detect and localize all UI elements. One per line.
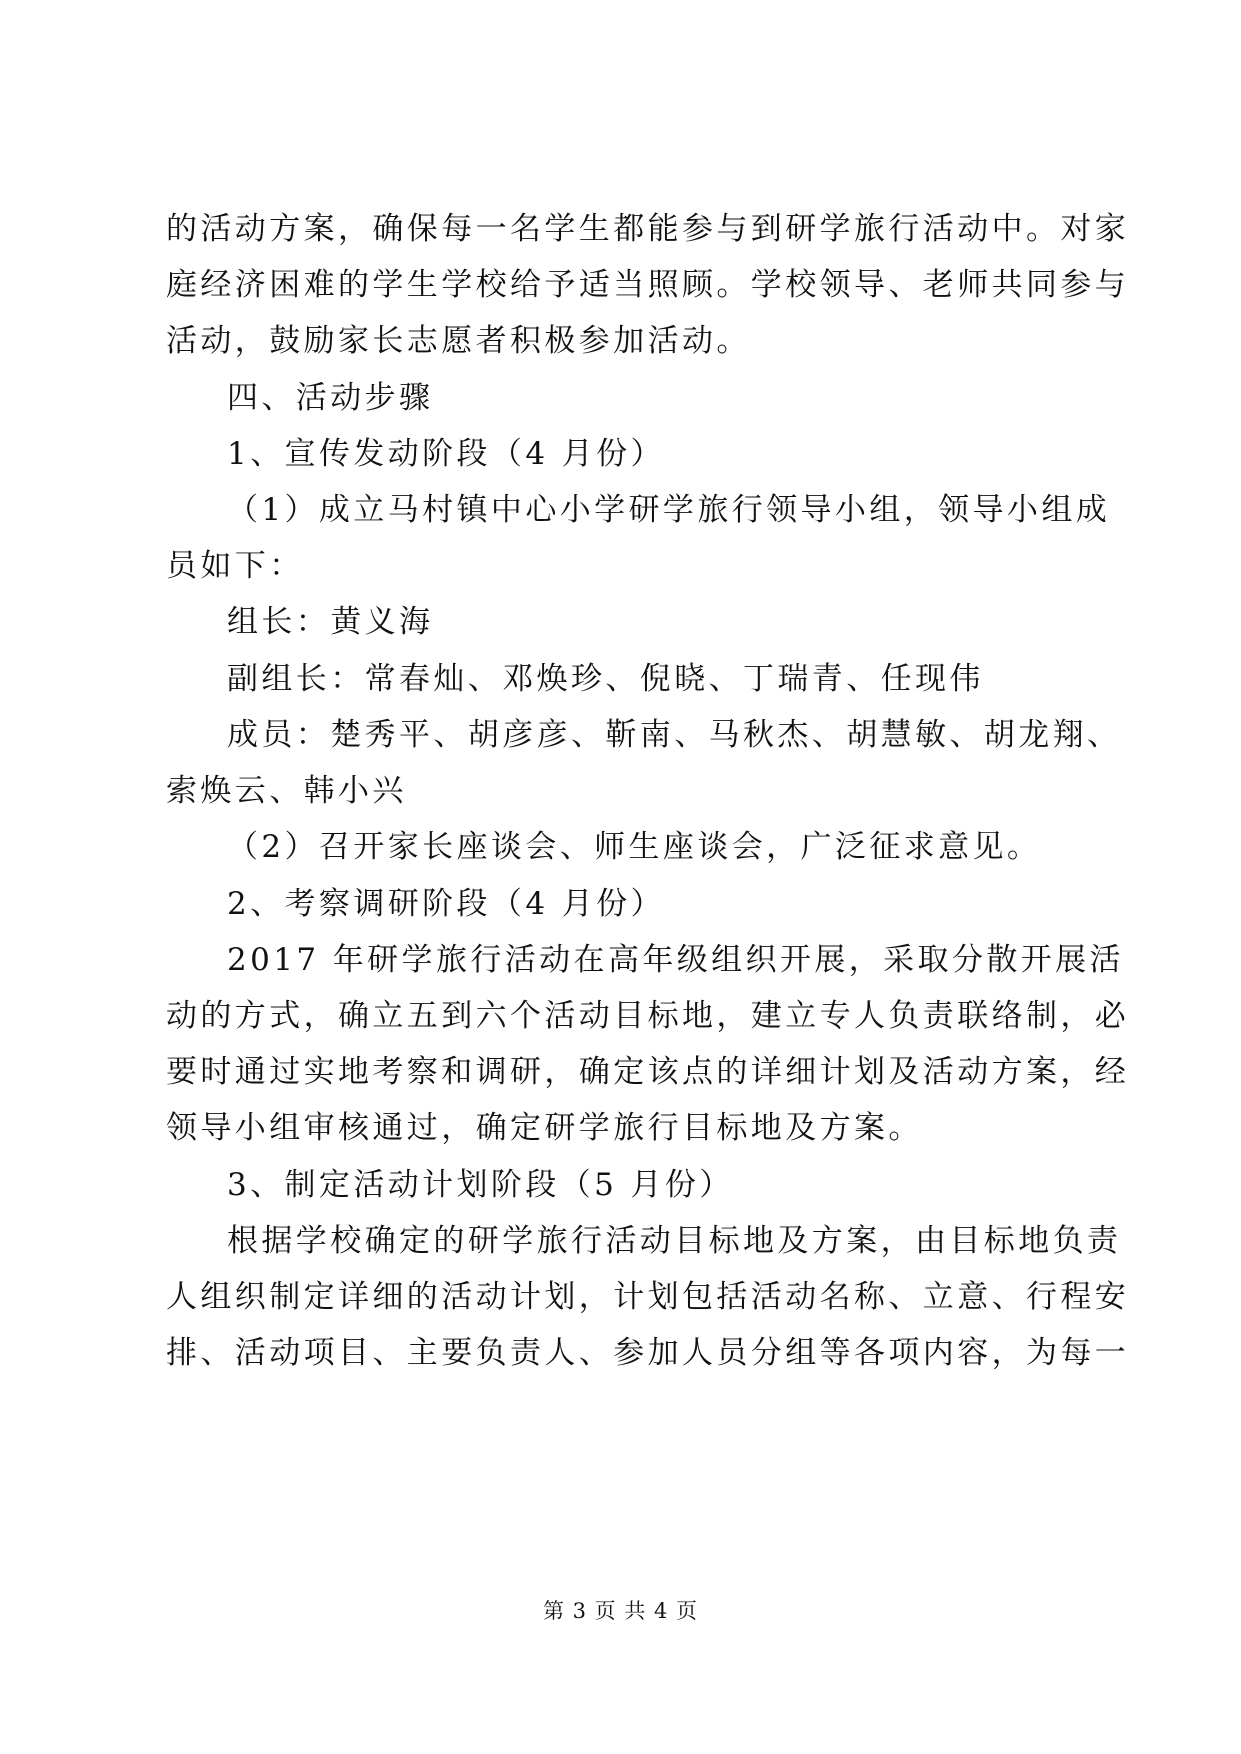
page-footer: 第 3 页 共 4 页 — [542, 1599, 699, 1623]
body-line: 根据学校确定的研学旅行活动目标地及方案，由目标地负责 — [227, 1223, 1122, 1259]
stage-heading: 1、宣传发动阶段（4 月份） — [227, 436, 665, 472]
body-line: （1）成立马村镇中心小学研学旅行领导小组，领导小组成 — [227, 492, 1111, 528]
body-line: 领导小组审核通过，确定研学旅行目标地及方案。 — [166, 1110, 923, 1146]
body-line: 庭经济困难的学生学校给予适当照顾。学校领导、老师共同参与 — [166, 267, 1130, 303]
body-line: （2）召开家长座谈会、师生座谈会，广泛征求意见。 — [227, 829, 1042, 865]
body-line: 员如下： — [166, 548, 304, 584]
stage-heading: 2、考察调研阶段（4 月份） — [227, 886, 665, 922]
stage-heading: 3、制定活动计划阶段（5 月份） — [227, 1167, 734, 1203]
members-line: 成员：楚秀平、胡彦彦、靳南、马秋杰、胡慧敏、胡龙翔、 — [227, 717, 1122, 753]
leader-line: 组长：黄义海 — [227, 604, 434, 640]
body-line: 活动，鼓励家长志愿者积极参加活动。 — [166, 323, 751, 359]
body-line: 2017 年研学旅行活动在高年级组织开展，采取分散开展活 — [227, 942, 1124, 978]
deputy-leader-line: 副组长：常春灿、邓焕珍、倪晓、丁瑞青、任现伟 — [227, 661, 984, 697]
body-line: 动的方式，确立五到六个活动目标地，建立专人负责联络制，必 — [166, 998, 1130, 1034]
body-line: 人组织制定详细的活动计划，计划包括活动名称、立意、行程安 — [166, 1279, 1130, 1315]
members-line: 索焕云、韩小兴 — [166, 773, 407, 809]
body-line: 的活动方案，确保每一名学生都能参与到研学旅行活动中。对家 — [166, 211, 1130, 247]
section-heading: 四、活动步骤 — [227, 380, 434, 416]
body-line: 排、活动项目、主要负责人、参加人员分组等各项内容，为每一 — [166, 1335, 1130, 1371]
body-line: 要时通过实地考察和调研，确定该点的详细计划及活动方案，经 — [166, 1054, 1130, 1090]
